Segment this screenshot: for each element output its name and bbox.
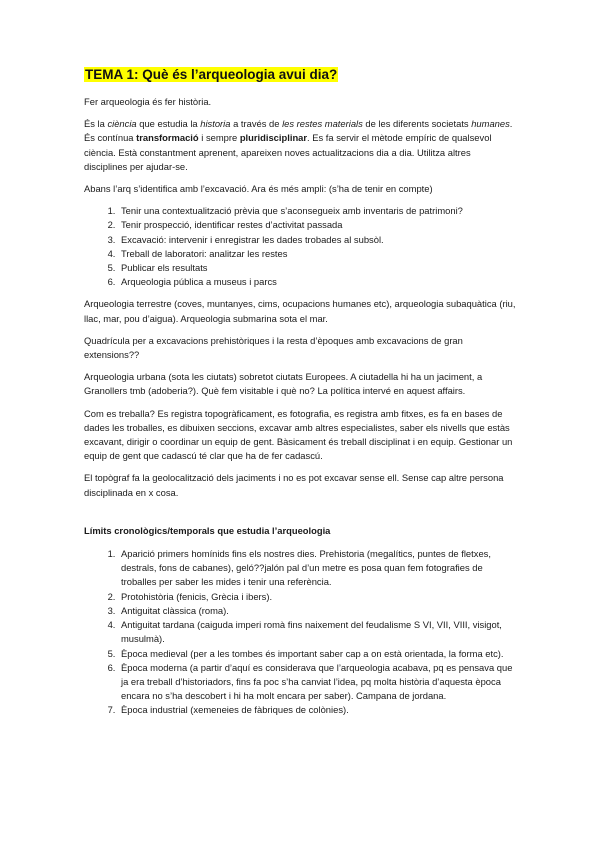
- paragraph-grid: Quadrícula per a excavacions prehistòriques i la resta d’èpoques amb excavacions de gran extensions??: [84, 334, 463, 361]
- italic-run: les restes materials: [282, 118, 363, 130]
- text-run: i sempre: [198, 132, 240, 144]
- list-item: 4. Treball de laboratori: analitzar les restes: [118, 247, 516, 261]
- text-run: a través de: [230, 118, 283, 130]
- list-item: 1. Aparició primers homínids fins els nostres dies. Prehistoria (megalítics, puntes de fletxes, destrals, fons de cabanes), geló??jalón pal d’un metre es posa quan fem fotografies de troballes per saber les mides i tenir una referència.: [118, 547, 516, 590]
- list-item: 6. Arqueologia pública a museus i parcs: [118, 275, 516, 289]
- list-item: 3. Excavació: intervenir i enregistrar les dades trobades al subsòl.: [118, 233, 516, 247]
- bold-run: pluridisciplinar: [239, 132, 308, 144]
- definition-paragraph: [84, 117, 516, 174]
- paragraph-types: Arqueologia terrestre (coves, muntanyes, cims, ocupacions humanes etc), arqueologia subaquàtica (riu, llac, mar, pou d’aigua). Arqueologia submarina sota el mar.: [84, 298, 516, 324]
- list-item: 1. Tenir una contextualització prèvia que s’aconsegueix amb inventaris de patrimoni?: [118, 204, 516, 218]
- text-run: de les diferents societats: [362, 118, 472, 130]
- text-run: . És contínua: [84, 118, 513, 144]
- excavation-intro: Abans l’arq s’identifica amb l’excavació. Ara és més ampli: (s’ha de tenir en compte): [84, 183, 433, 195]
- list-item: 5. Publicar els resultats: [118, 261, 516, 275]
- list-item: 5. Època medieval (per a les tombes és important saber cap a on està orientada, la forma etc).: [118, 647, 516, 661]
- steps-list: [84, 204, 516, 289]
- italic-run: humanes: [471, 118, 510, 130]
- intro-paragraph: Fer arqueologia és fer història.: [84, 96, 212, 107]
- text-run: que estudia la: [136, 118, 201, 130]
- list-item: 2. Tenir prospecció, identificar restes d’activitat passada: [118, 218, 516, 232]
- text-run: . Es fa servir el mètode empíric de qualsevol ciència. Està constantment aprenent, apareixen noves actualitzacions dia a dia. Utilitza altres disciplines per ajudar-se.: [84, 132, 492, 172]
- list-item: 2. Protohistòria (fenicis, Grècia i ibers).: [118, 590, 516, 604]
- paragraph-topographer: El topògraf fa la geolocalització dels jaciments i no es pot excavar sense ell. Sense cap altre persona disciplinada en x cosa.: [84, 472, 504, 498]
- periods-list: [84, 547, 516, 717]
- list-item: 4. Antiguitat tardana (caiguda imperi romà fins naixement del feudalisme S VI, VII, VIII, visigot, musulmà).: [118, 618, 516, 646]
- list-item: 7. Època industrial (xemeneies de fàbriques de colònies).: [118, 703, 516, 717]
- paragraph-method: Com es treballa? Es registra topogràficament, es fotografia, es registra amb fitxes, es fa en bases de dades les troballes, es dibuixen seccions, excavar amb altres especialistes, saber els nivells que estàs excavant, dirigir o coordinar un equip de gent. Bàsicament és treball disciplinat i en equip. Gestionar un equip de gent que cadascú té clar que ha de fer cadascú.: [84, 407, 513, 462]
- list-item: 6. Època moderna (a partir d’aquí es considerava que l’arqueologia acabava, pq es pensava que ja era treball d’historiadors, fins fa poc s’ha canviat l’idea, pq molta història d’aquesta època encara no s’ha descobert i hi ha molt encara per saber). Campana de jordana.: [118, 661, 516, 704]
- title-highlight: TEMA 1: Què és l’arqueologia avui dia?: [85, 67, 338, 82]
- bold-run: transformació: [136, 132, 199, 144]
- text-run: És la: [84, 118, 108, 130]
- limits-heading: Límits cronològics/temporals que estudia l’arqueologia: [84, 524, 331, 536]
- list-item: 3. Antiguitat clàssica (roma).: [118, 604, 516, 618]
- italic-run: ciència: [107, 118, 137, 130]
- italic-run: historia: [200, 118, 231, 130]
- paragraph-urban: Arqueologia urbana (sota les ciutats) sobretot ciutats Europees. A ciutadella hi ha un jaciment, a Granollers tmb (adoberia?). Què fem visitable i què no? La política intervé en aquest affairs.: [84, 371, 483, 397]
- page-title: [84, 66, 516, 83]
